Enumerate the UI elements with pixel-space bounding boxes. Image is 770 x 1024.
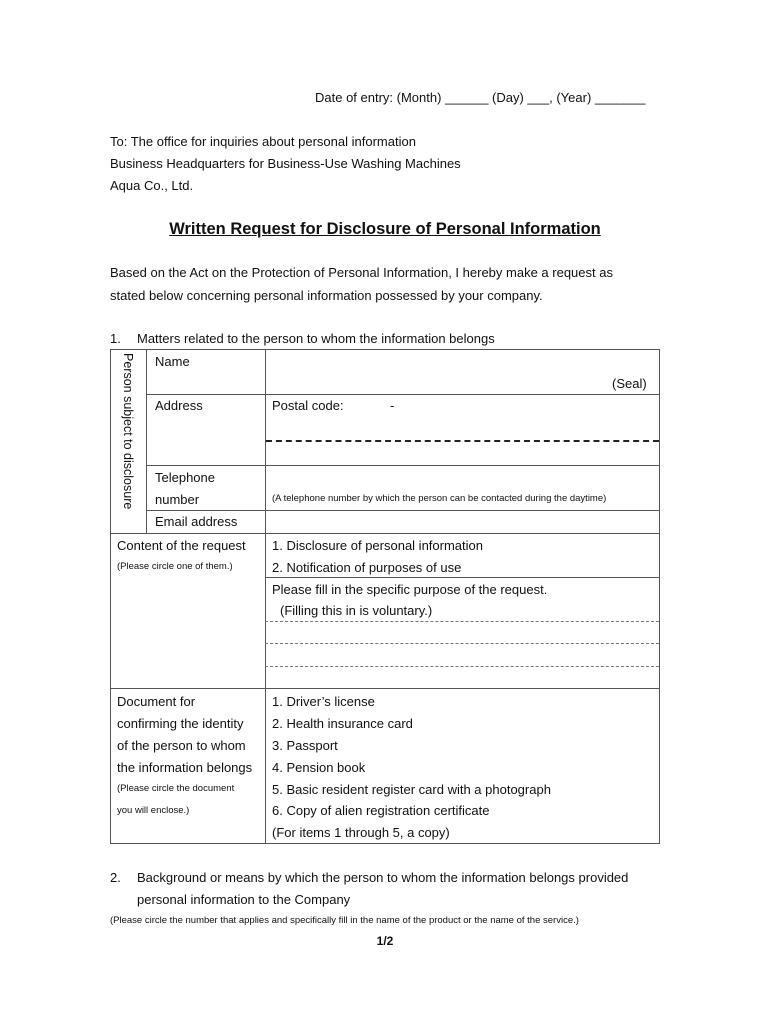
row-line-address [146,465,659,466]
document-note-line-1: (Please circle the document [117,783,235,794]
row-line-document [110,688,659,689]
label-value-divider [265,349,266,843]
table-border-bottom [110,843,660,844]
document-option-4[interactable]: 4. Pension book [272,760,366,775]
date-of-entry-line: Date of entry: (Month) ______ (Day) ___, (Year) _______ [315,90,646,105]
addressee-line-2: Business Headquarters for Business-Use Washing Machines [110,156,461,171]
telephone-note[interactable]: (A telephone number by which the person can be contacted during the daytime) [272,493,607,504]
document-label-line-2: confirming the identity [117,716,244,731]
telephone-label-line-1: Telephone [155,470,215,485]
document-options-note: (For items 1 through 5, a copy) [272,825,450,840]
row-line-email [110,533,659,534]
name-label: Name [155,354,190,369]
document-option-1[interactable]: 1. Driver’s license [272,694,375,709]
side-label-divider [146,349,147,533]
document-option-2[interactable]: 2. Health insurance card [272,716,413,731]
intro-line-1: Based on the Act on the Protection of Personal Information, I hereby make a request as [110,265,613,280]
page-number: 1/2 [376,934,394,948]
content-of-request-label: Content of the request [117,538,246,553]
table-border-right [659,349,660,843]
addressee-line-3: Aqua Co., Ltd. [110,178,194,193]
document-option-3[interactable]: 3. Passport [272,738,338,753]
section-1-heading: Matters related to the person to whom the information belongs [137,331,495,346]
purpose-instruction: Please fill in the specific purpose of the request. [272,582,548,597]
name-field[interactable] [266,350,659,394]
purpose-fill-line-1[interactable] [265,621,659,622]
row-line-content-options [265,577,659,578]
section-2-number: 2. [110,870,121,885]
content-of-request-note: (Please circle one of them.) [117,561,233,572]
postal-code-dash: - [390,398,395,413]
section-2-line-2: personal information to the Company [137,892,351,907]
postal-code-label[interactable]: Postal code: [272,398,344,413]
addressee-line-1: To: The office for inquiries about personal information [110,134,416,149]
section-2-note: (Please circle the number that applies and specifically fill in the name of the product or the name of the service.) [110,915,579,926]
purpose-fill-line-2[interactable] [265,643,659,644]
section-2-line-1: Background or means by which the person to whom the information belongs provided [137,870,629,885]
email-field[interactable] [266,511,659,533]
document-label-line-3: of the person to whom [117,738,246,753]
document-label-line-4: the information belongs [117,760,253,775]
section-1-number: 1. [110,331,121,346]
address-label: Address [155,398,203,413]
document-option-5[interactable]: 5. Basic resident register card with a photograph [272,782,551,797]
content-option-2[interactable]: 2. Notification of purposes of use [272,560,462,575]
document-option-6[interactable]: 6. Copy of alien registration certificate [272,803,490,818]
person-subject-side-label: Person subject to disclosure [121,353,135,510]
document-note-line-2: you will enclose.) [117,805,190,816]
telephone-label-line-2: number [155,492,200,507]
row-line-name [146,394,659,395]
purpose-fill-line-3[interactable] [265,666,659,667]
content-option-1[interactable]: 1. Disclosure of personal information [272,538,483,553]
table-border-left [110,349,111,843]
purpose-voluntary-note: (Filling this in is voluntary.) [280,603,433,618]
seal-label: (Seal) [612,376,647,391]
email-label: Email address [155,514,238,529]
address-fill-line[interactable] [266,440,659,442]
intro-line-2: stated below concerning personal information possessed by your company. [110,288,543,303]
document-label-line-1: Document for [117,694,196,709]
document-title: Written Request for Disclosure of Personal Information [169,220,601,238]
